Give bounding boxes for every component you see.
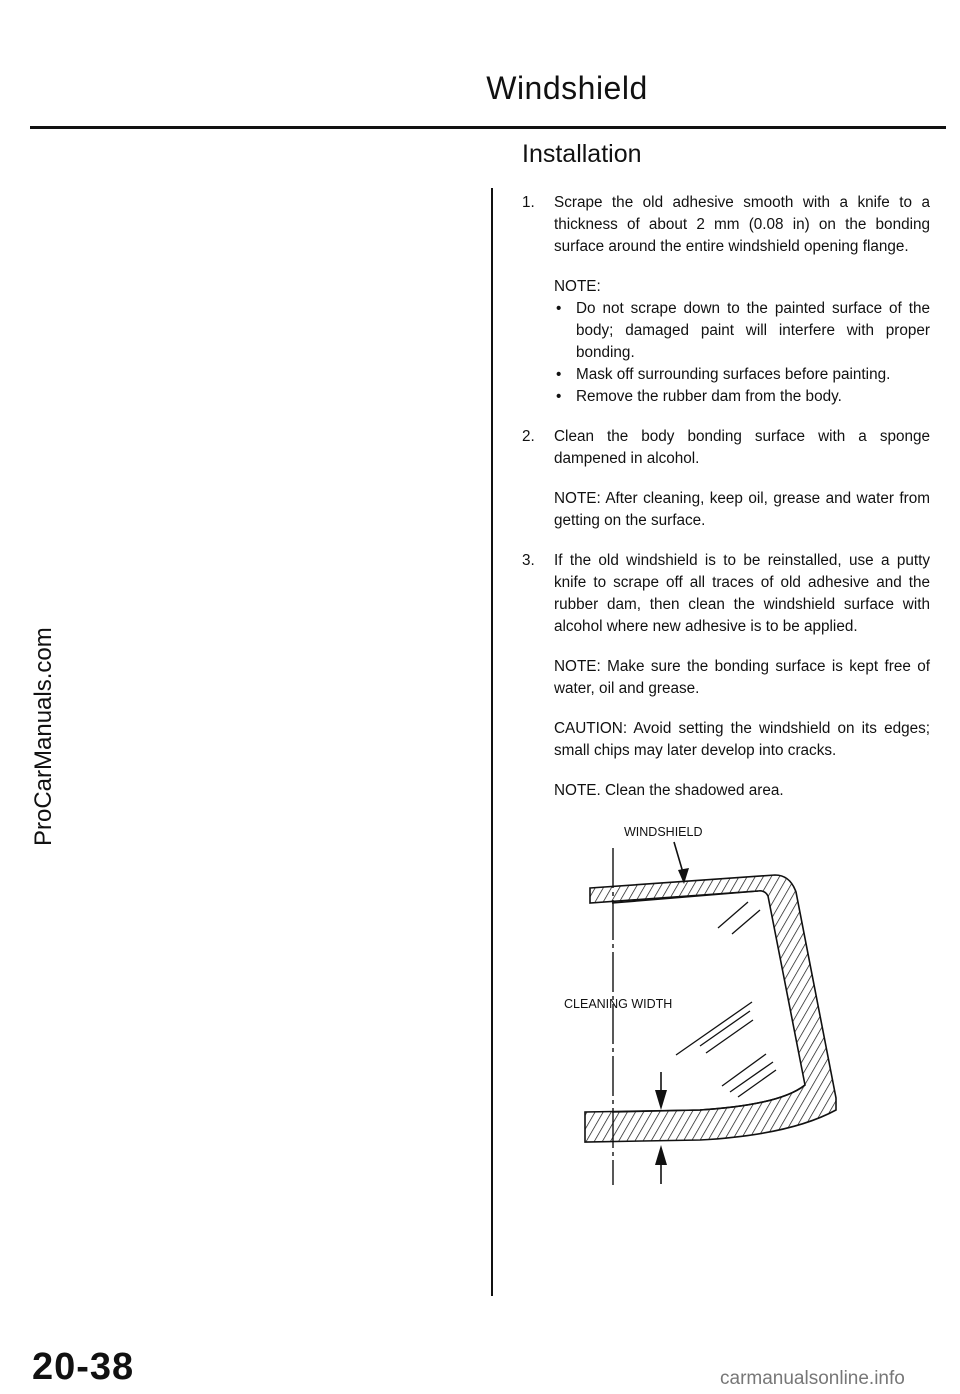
note-text: NOTE: After cleaning, keep oil, grease and water from getting on the surface. — [554, 490, 930, 529]
bullet-text: Mask off surrounding surfaces before painting. — [576, 366, 891, 383]
bullet-text: Remove the rubber dam from the body. — [576, 388, 842, 405]
title-rule — [30, 126, 946, 129]
step-number: 2. — [522, 428, 535, 445]
note-text: NOTE: Make sure the bonding surface is kept free of water, oil and grease. — [554, 658, 930, 697]
bullet-icon: • — [556, 300, 562, 317]
step-3 — [522, 550, 930, 638]
step-text: Scrape the old adhesive smooth with a knife to a thickness of about 2 mm (0.08 in) on the bonding surface around the entire windshield opening flange. — [554, 194, 930, 255]
caution-text: CAUTION: Avoid setting the windshield on its edges; small chips may later develop into cracks. — [554, 720, 930, 759]
bullet-icon: • — [556, 388, 562, 405]
instructions — [522, 192, 930, 802]
label-cleaning-width: CLEANING WIDTH — [564, 997, 673, 1011]
bullet-item — [554, 386, 930, 408]
note-text: NOTE. Clean the shadowed area. — [554, 782, 784, 799]
bullet-text: Do not scrape down to the painted surface of the body; damaged paint will interfere with proper bonding. — [576, 300, 930, 361]
windshield-cleaning-diagram — [540, 815, 860, 1195]
step-number: 3. — [522, 552, 535, 569]
page-title: Windshield — [486, 70, 648, 106]
note-label: NOTE: — [554, 278, 601, 295]
bullet-icon: • — [556, 366, 562, 383]
label-windshield: WINDSHIELD — [624, 825, 703, 839]
bullet-item — [554, 298, 930, 364]
footer-watermark: carmanualsonline.info — [720, 1368, 905, 1389]
step-1 — [522, 192, 930, 258]
section-heading: Installation — [522, 140, 642, 168]
step-text: If the old windshield is to be reinstalled, use a putty knife to scrape off all traces of old adhesive and the rubber dam, then clean the windshield surface with alcohol where new adhesive is to be applied. — [554, 552, 930, 635]
bullet-item — [554, 364, 930, 386]
step-text: Clean the body bonding surface with a sponge dampened in alcohol. — [554, 428, 930, 467]
arrow-up-icon — [655, 1145, 667, 1165]
sidebar-watermark: ProCarManuals.com — [30, 627, 57, 846]
column-divider — [491, 188, 493, 1296]
page-number: 20-38 — [32, 1346, 135, 1388]
step-2 — [522, 426, 930, 470]
arrow-down-icon — [655, 1090, 667, 1110]
glass-reflection-marks — [676, 902, 776, 1097]
step-number: 1. — [522, 194, 535, 211]
